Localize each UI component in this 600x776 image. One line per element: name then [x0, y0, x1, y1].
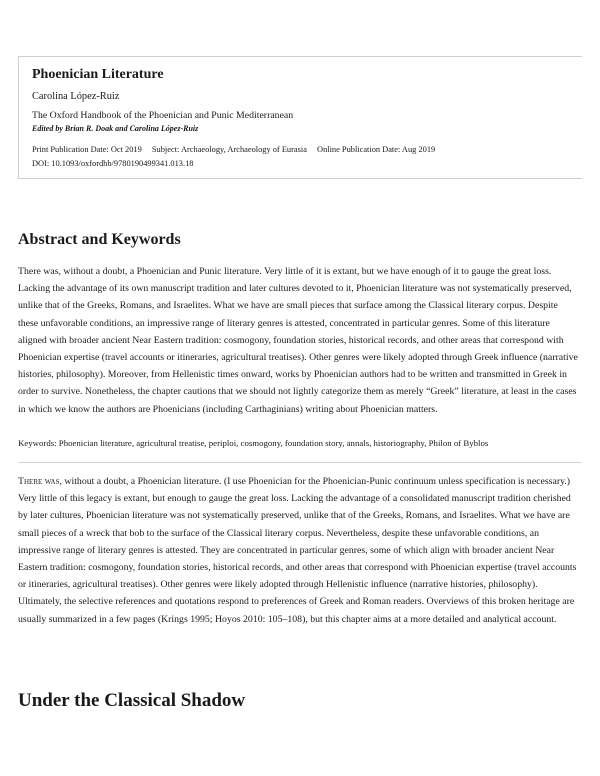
chapter-author: Carolina López-Ruiz — [32, 91, 120, 102]
section-divider — [18, 462, 582, 463]
section-heading: Under the Classical Shadow — [18, 690, 246, 711]
body-paragraph — [18, 473, 580, 628]
abstract-text: There was, without a doubt, a Phoenician and Punic literature. Very little of it is extant, but we have enough of it to gauge the great loss. Lacking the advantage of its own manuscript tradition and later cultures devoted to it, Phoenician literature was not systematically preserved, unlike that of the Greeks, Romans, and Israelites. What we have are small pieces that surface among the Classical literary corpus. Despite these unfavorable conditions, an impressive range of literary genres is attested, concentrated in particular genres. Some of this literature aligned with broader ancient Near Eastern tradition: cosmogony, foundation stories, historical records, and other areas that correspond with Phoenician expertise (travel accounts or itineraries, agricultural treatises). Other genres were likely adopted through Greek influence (narrative histories, philosophy). Moreover, from Hellenistic times onward, works by Phoenician authors had to be written and transmitted in Greek in order to survive. Nonetheless, the chapter cautions that we should not lightly categorize them as merely “Greek” literature, at least in the cases in which we know the authors are Phoenicians (including Carthaginians) writing about Phoenician matters. — [18, 266, 578, 415]
book-title: The Oxford Handbook of the Phoenician and Punic Mediterranean — [32, 110, 294, 121]
body-lead-smallcaps: There was — [18, 476, 60, 487]
doi: DOI: 10.1093/oxfordhb/9780190499341.013.18 — [32, 159, 194, 168]
book-editors: Edited by Brian R. Doak and Carolina López-Ruiz — [32, 124, 199, 133]
online-publication-date: Online Publication Date: Aug 2019 — [317, 145, 436, 154]
chapter-title: Phoenician Literature — [32, 67, 164, 82]
body-text: , without a doubt, a Phoenician literature. (I use Phoenician for the Phoenician-Punic continuum unless specification is necessary.) Very little of this legacy is extant, but enough to gauge the great loss. Lacking the advantage of a consolidated manuscript tradition cherished by later cultures, Phoenician literature was not systematically preserved, unlike that of the Greeks, Romans, and Israelites. What we have are small pieces of a wreck that bob to the surface of the Classical literary corpus. Nevertheless, despite these unfavorable conditions, an impressive range of literary genres is attested. They are concentrated in particular genres, some of which align with broader ancient Near Eastern tradition: cosmogony, foundation stories, historical records, and other areas that correspond with Phoenician expertise (travel accounts or itineraries, agricultural treatises). Other genres were likely adopted through Hellenistic influence (narrative histories, philosophy). Ultimately, the selective references and quotations respond to preferences of Greek and Roman readers. Overviews of this broken heritage are usually summarized in a few pages (Krings 1995; Hoyos 2010: 105–108), but this chapter aims at a more detailed and analytical account. — [18, 476, 577, 625]
publication-info — [32, 145, 435, 154]
keywords: Keywords: Phoenician literature, agricultural treatise, periploi, cosmogony, foundation story, annals, historiography, Philon of Byblos — [18, 438, 489, 448]
abstract-heading: Abstract and Keywords — [18, 231, 181, 248]
chapter-header — [18, 56, 582, 179]
print-publication-date: Print Publication Date: Oct 2019 — [32, 145, 142, 154]
subject: Subject: Archaeology, Archaeology of Eurasia — [151, 145, 307, 154]
